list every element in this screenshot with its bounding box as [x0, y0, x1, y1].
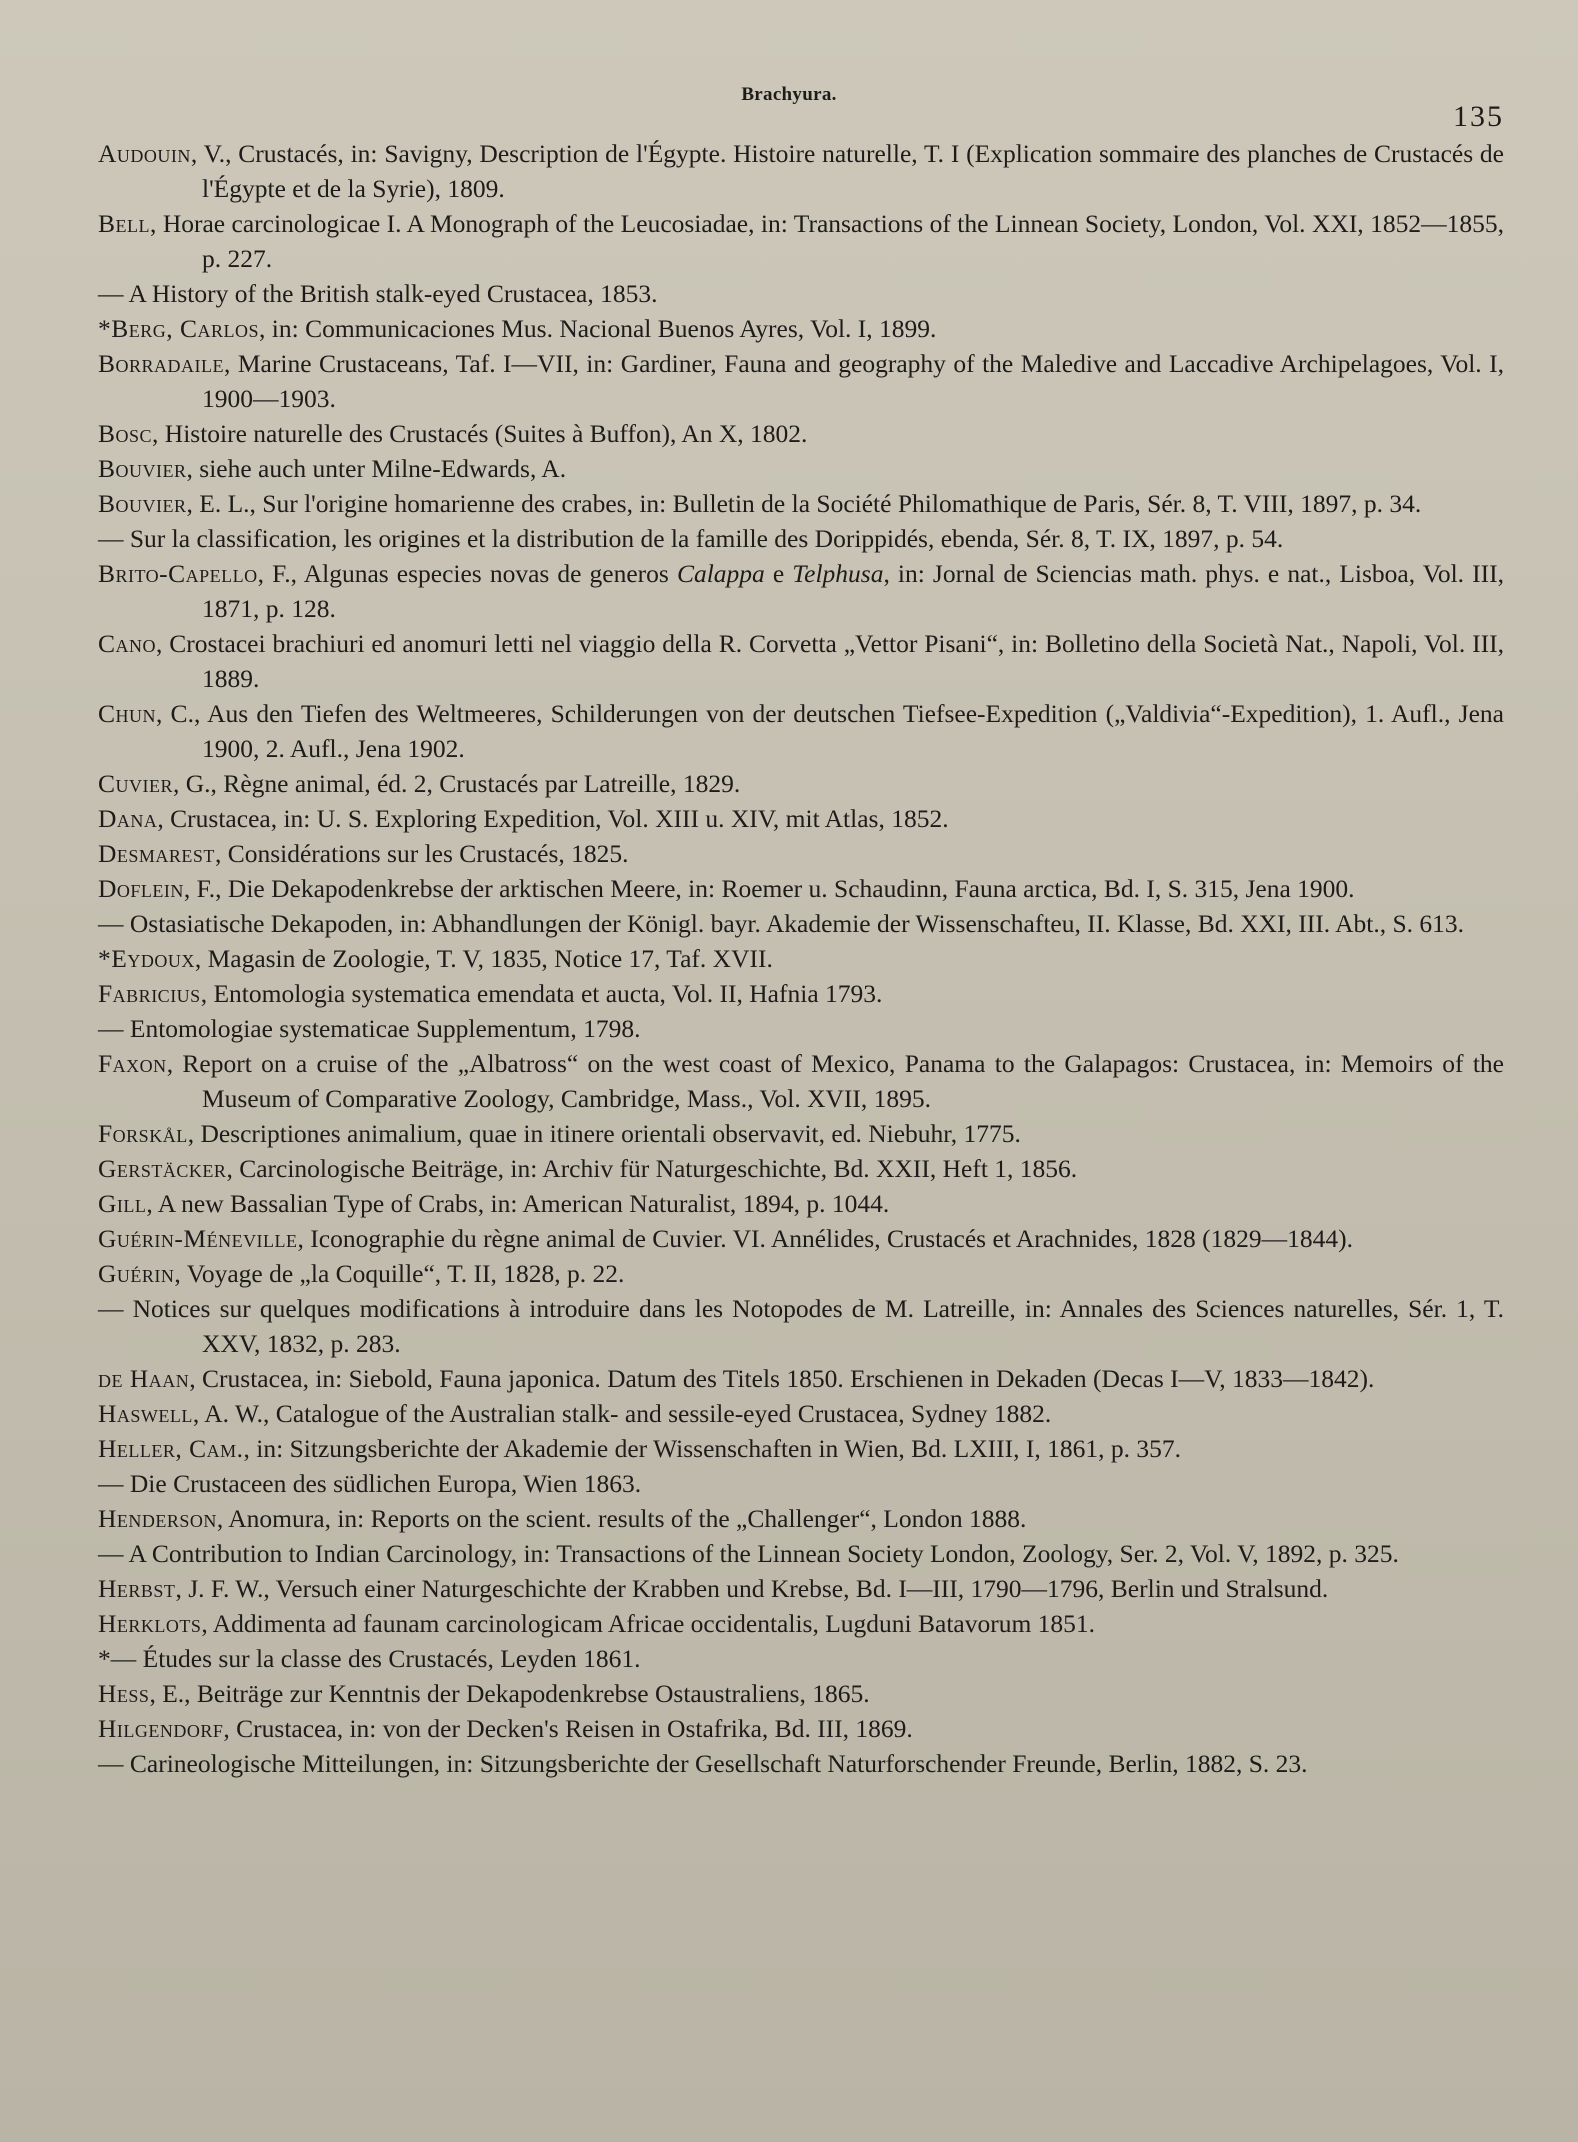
bibliography-entry: [98, 1676, 1504, 1711]
entry-text: , Carcinologische Beiträge, in: Archiv für Naturgeschichte, Bd. XXII, Heft 1, 1856.: [226, 1154, 1078, 1183]
entry-text: , Report on a cruise of the „Albatross“ on the west coast of Mexico, Panama to the Galapagos: Crustacea, in: Memoirs of the Museum of Comparative Zoology, Cambridge, Mass., Vol. XVII, 1895.: [166, 1049, 1504, 1113]
entry-text: — A History of the British stalk-eyed Crustacea, 1853.: [98, 279, 658, 308]
entry-text: , Entomologia systematica emendata et aucta, Vol. II, Hafnia 1793.: [200, 979, 883, 1008]
entry-text: , Voyage de „la Coquille“, T. II, 1828, p. 22.: [174, 1259, 625, 1288]
entry-text: , in: Jornal de Sciencias math. phys. e nat., Lisboa, Vol. III, 1871, p. 128.: [202, 559, 1504, 623]
entry-text: , Crustacea, in: U. S. Exploring Expedition, Vol. XIII u. XIV, mit Atlas, 1852.: [157, 804, 949, 833]
bibliography-entry: [98, 1151, 1504, 1186]
entry-text: , Considérations sur les Crustacés, 1825.: [214, 839, 629, 868]
bibliography-entry: [98, 976, 1504, 1011]
entry-author: Cano: [98, 629, 157, 658]
bibliography-entry: [98, 346, 1504, 416]
entry-author: Gill: [98, 1189, 147, 1218]
entry-text: , Anomura, in: Reports on the scient. results of the „Challenger“, London 1888.: [216, 1504, 1027, 1533]
bibliography-entry: [98, 276, 1504, 311]
bibliography-entry: [98, 1291, 1504, 1361]
entry-author: *Eydoux: [98, 944, 195, 973]
entry-text: , A. W., Catalogue of the Australian stalk- and sessile-eyed Crustacea, Sydney 1882.: [192, 1399, 1052, 1428]
bibliography-entry: [98, 906, 1504, 941]
bibliography-entry: [98, 1011, 1504, 1046]
entry-author: Brito-Capello: [98, 559, 258, 588]
bibliography-entry: [98, 451, 1504, 486]
genus-name: Telphusa: [792, 559, 884, 588]
entry-author: Audouin: [98, 139, 191, 168]
entry-text: — Notices sur quelques modifications à introduire dans les Notopodes de M. Latreille, in: Annales des Sciences naturelles, Sér. 1, T. XXV, 1832, p. 283.: [98, 1294, 1504, 1358]
entry-author: Bouvier: [98, 454, 187, 483]
entry-author: Bell: [98, 209, 150, 238]
entry-text: , in: Sitzungsberichte der Akademie der Wissenschaften in Wien, Bd. LXIII, I, 1861, p. 357.: [243, 1434, 1182, 1463]
entry-author: *Berg, Carlos: [98, 314, 260, 343]
entry-text: , C., Aus den Tiefen des Weltmeeres, Schilderungen von der deutschen Tiefsee-Expedition („Valdivia“-Expedition), 1. Aufl., Jena 1900, 2. Aufl., Jena 1902.: [156, 699, 1504, 763]
bibliography-entry: [98, 801, 1504, 836]
genus-name: Calappa: [676, 559, 765, 588]
entry-text: , A new Bassalian Type of Crabs, in: American Naturalist, 1894, p. 1044.: [146, 1189, 890, 1218]
bibliography-entry: [98, 206, 1504, 276]
entry-text: — Sur la classification, les origines et la distribution de la famille des Dorippidés, ebenda, Sér. 8, T. IX, 1897, p. 54.: [98, 524, 1284, 553]
bibliography-entry: [98, 1501, 1504, 1536]
page-number: 135: [1453, 100, 1504, 133]
bibliography-entry: [98, 766, 1504, 801]
bibliography-entry: [98, 1571, 1504, 1606]
bibliography-entry: [98, 1606, 1504, 1641]
running-head: Brachyura.: [741, 84, 837, 105]
bibliography-entry: [98, 1046, 1504, 1116]
bibliography-entry: [98, 1256, 1504, 1291]
entry-author: Forskål: [98, 1119, 188, 1148]
bibliography-entry: [98, 416, 1504, 451]
entry-author: Hess: [98, 1679, 150, 1708]
entry-author: Haswell: [98, 1399, 193, 1428]
entry-author: Gerstäcker: [98, 1154, 227, 1183]
entry-text: , J. F. W., Versuch einer Naturgeschichte der Krabben und Krebse, Bd. I—III, 1790—1796, Berlin und Stralsund.: [175, 1574, 1329, 1603]
bibliography-entry: [98, 1361, 1504, 1396]
entry-author: Henderson: [98, 1504, 217, 1533]
entry-author: Heller, Cam.: [98, 1434, 244, 1463]
entry-text: , Iconographie du règne animal de Cuvier. VI. Annélides, Crustacés et Arachnides, 1828 (1829—1844).: [297, 1224, 1353, 1253]
entry-author: Guérin: [98, 1259, 175, 1288]
entry-text: , Crustacea, in: von der Decken's Reisen in Ostafrika, Bd. III, 1869.: [223, 1714, 913, 1743]
entry-text: e: [764, 559, 793, 588]
bibliography-entry: [98, 556, 1504, 626]
entry-author: Bouvier: [98, 489, 187, 518]
entry-text: — Ostasiatische Dekapoden, in: Abhandlungen der Königl. bayr. Akademie der Wissenschafteu, II. Klasse, Bd. XXI, III. Abt., S. 613.: [98, 909, 1465, 938]
entry-author: Desmarest: [98, 839, 215, 868]
bibliography-entry: [98, 1221, 1504, 1256]
bibliography-entry: [98, 136, 1504, 206]
bibliography-entry: [98, 1641, 1504, 1676]
entry-author: Dana: [98, 804, 158, 833]
entry-text: , Crostacei brachiuri ed anomuri letti nel viaggio della R. Corvetta „Vettor Pisani“, in: Bolletino della Società Nat., Napoli, Vol. III, 1889.: [156, 629, 1504, 693]
entry-text: — A Contribution to Indian Carcinology, in: Transactions of the Linnean Society London, Zoology, Ser. 2, Vol. V, 1892, p. 325.: [98, 1539, 1399, 1568]
bibliography-entry: [98, 1396, 1504, 1431]
entry-author: de Haan: [98, 1364, 190, 1393]
entry-author: Herklots: [98, 1609, 202, 1638]
entry-author: Cuvier: [98, 769, 174, 798]
entry-text: , F., Algunas especies novas de generos: [257, 559, 677, 588]
bibliography-entry: [98, 836, 1504, 871]
entry-author: Faxon: [98, 1049, 167, 1078]
bibliography-entry: [98, 1466, 1504, 1501]
entry-author: Chun: [98, 699, 157, 728]
entry-text: , Addimenta ad faunam carcinologicam Africae occidentalis, Lugduni Batavorum 1851.: [201, 1609, 1096, 1638]
bibliography-list: [98, 136, 1504, 1781]
bibliography-entry: [98, 1431, 1504, 1466]
entry-text: , V., Crustacés, in: Savigny, Description de l'Égypte. Histoire naturelle, T. I (Explication sommaire des planches de Crustacés de l'Égypte et de la Syrie), 1809.: [190, 139, 1504, 203]
entry-text: — Die Crustaceen des südlichen Europa, Wien 1863.: [98, 1469, 642, 1498]
entry-text: , Marine Crustaceans, Taf. I—VII, in: Gardiner, Fauna and geography of the Maledive and Laccadive Archipelagoes, Vol. I, 1900—1903.: [202, 349, 1504, 413]
bibliography-entry: [98, 521, 1504, 556]
entry-text: , siehe auch unter Milne-Edwards, A.: [186, 454, 567, 483]
entry-text: , in: Communicaciones Mus. Nacional Buenos Ayres, Vol. I, 1899.: [259, 314, 937, 343]
entry-text: — Entomologiae systematicae Supplementum, 1798.: [98, 1014, 641, 1043]
bibliography-entry: [98, 1186, 1504, 1221]
bibliography-entry: [98, 626, 1504, 696]
entry-text: , E., Beiträge zur Kenntnis der Dekapodenkrebse Ostaustraliens, 1865.: [149, 1679, 870, 1708]
bibliography-entry: [98, 1711, 1504, 1746]
entry-text: , G., Règne animal, éd. 2, Crustacés par Latreille, 1829.: [173, 769, 741, 798]
bibliography-entry: [98, 1536, 1504, 1571]
bibliography-entry: [98, 696, 1504, 766]
entry-text: *— Études sur la classe des Crustacés, Leyden 1861.: [98, 1644, 641, 1673]
bibliography-entry: [98, 486, 1504, 521]
bibliography-entry: [98, 311, 1504, 346]
bibliography-entry: [98, 1746, 1504, 1781]
entry-author: Fabricius: [98, 979, 201, 1008]
entry-author: Herbst: [98, 1574, 176, 1603]
entry-author: Guérin-Méneville: [98, 1224, 298, 1253]
entry-author: Bosc: [98, 419, 153, 448]
bibliography-entry: [98, 1116, 1504, 1151]
entry-text: , Magasin de Zoologie, T. V, 1835, Notice 17, Taf. XVII.: [194, 944, 773, 973]
entry-text: , E. L., Sur l'origine homarienne des crabes, in: Bulletin de la Société Philomathique de Paris, Sér. 8, T. VIII, 1897, p. 34.: [186, 489, 1422, 518]
entry-text: , F., Die Dekapodenkrebse der arktischen Meere, in: Roemer u. Schaudinn, Fauna arctica, Bd. I, S. 315, Jena 1900.: [183, 874, 1355, 903]
entry-author: Borradaile: [98, 349, 225, 378]
entry-text: , Descriptiones animalium, quae in itinere orientali observavit, ed. Niebuhr, 1775.: [187, 1119, 1021, 1148]
entry-text: , Crustacea, in: Siebold, Fauna japonica. Datum des Titels 1850. Erschienen in Dekaden (Decas I—V, 1833—1842).: [189, 1364, 1375, 1393]
entry-text: , Horae carcinologicae I. A Monograph of the Leucosiadae, in: Transactions of the Linnean Society, London, Vol. XXI, 1852—1855, p. 227.: [150, 209, 1504, 273]
entry-author: Doflein: [98, 874, 184, 903]
entry-text: , Histoire naturelle des Crustacés (Suites à Buffon), An X, 1802.: [152, 419, 808, 448]
bibliography-entry: [98, 941, 1504, 976]
bibliography-entry: [98, 871, 1504, 906]
entry-author: Hilgendorf: [98, 1714, 224, 1743]
entry-text: — Carineologische Mitteilungen, in: Sitzungsberichte der Gesellschaft Naturforschender Freunde, Berlin, 1882, S. 23.: [98, 1749, 1308, 1778]
